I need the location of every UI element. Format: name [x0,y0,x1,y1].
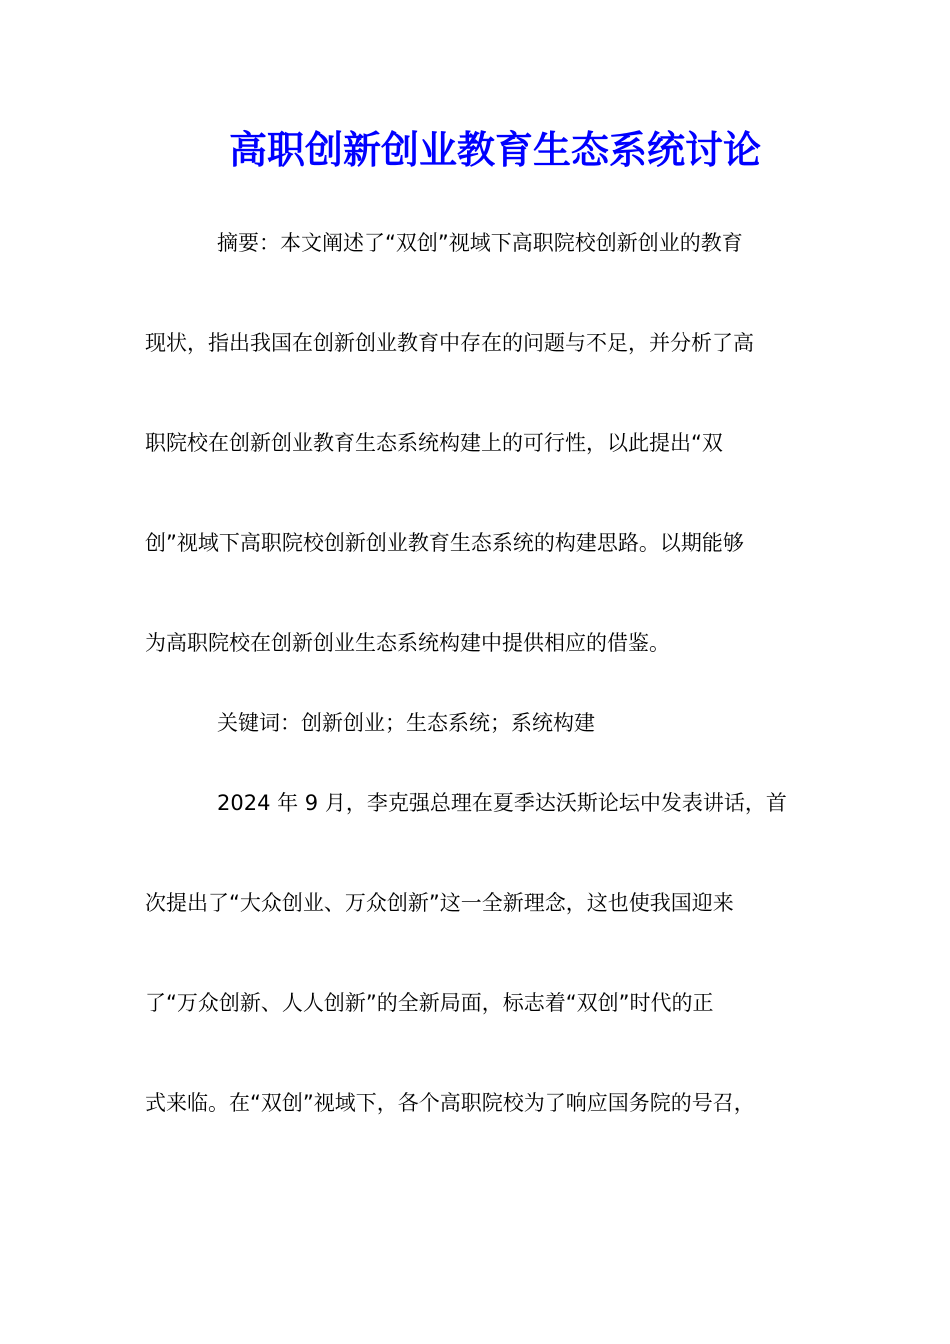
body-line-1: 2024 年 9 月，李克强总理在夏季达沃斯论坛中发表讲话，首 [217,791,787,815]
body-line-4: 式来临。在“双创”视域下，各个高职院校为了响应国务院的号召， [145,1091,755,1115]
abstract-line-3: 职院校在创新创业教育生态系统构建上的可行性，以此提出“双 [145,431,723,455]
abstract-line-4: 创”视域下高职院校创新创业教育生态系统的构建思路。以期能够 [145,531,744,555]
body-line-3: 了“万众创新、人人创新”的全新局面，标志着“双创”时代的正 [145,991,714,1015]
abstract-line-2: 现状，指出我国在创新创业教育中存在的问题与不足，并分析了高 [145,331,754,355]
document-title: 高职创新创业教育生态系统讨论 [228,127,761,172]
keywords-line: 关键词：创新创业；生态系统；系统构建 [217,711,595,735]
abstract-line-5: 为高职院校在创新创业生态系统构建中提供相应的借鉴。 [145,631,670,655]
abstract-line-1: 摘要：本文阐述了“双创”视域下高职院校创新创业的教育 [217,231,743,255]
body-line-2: 次提出了“大众创业、万众创新”这一全新理念，这也使我国迎来 [145,891,734,915]
